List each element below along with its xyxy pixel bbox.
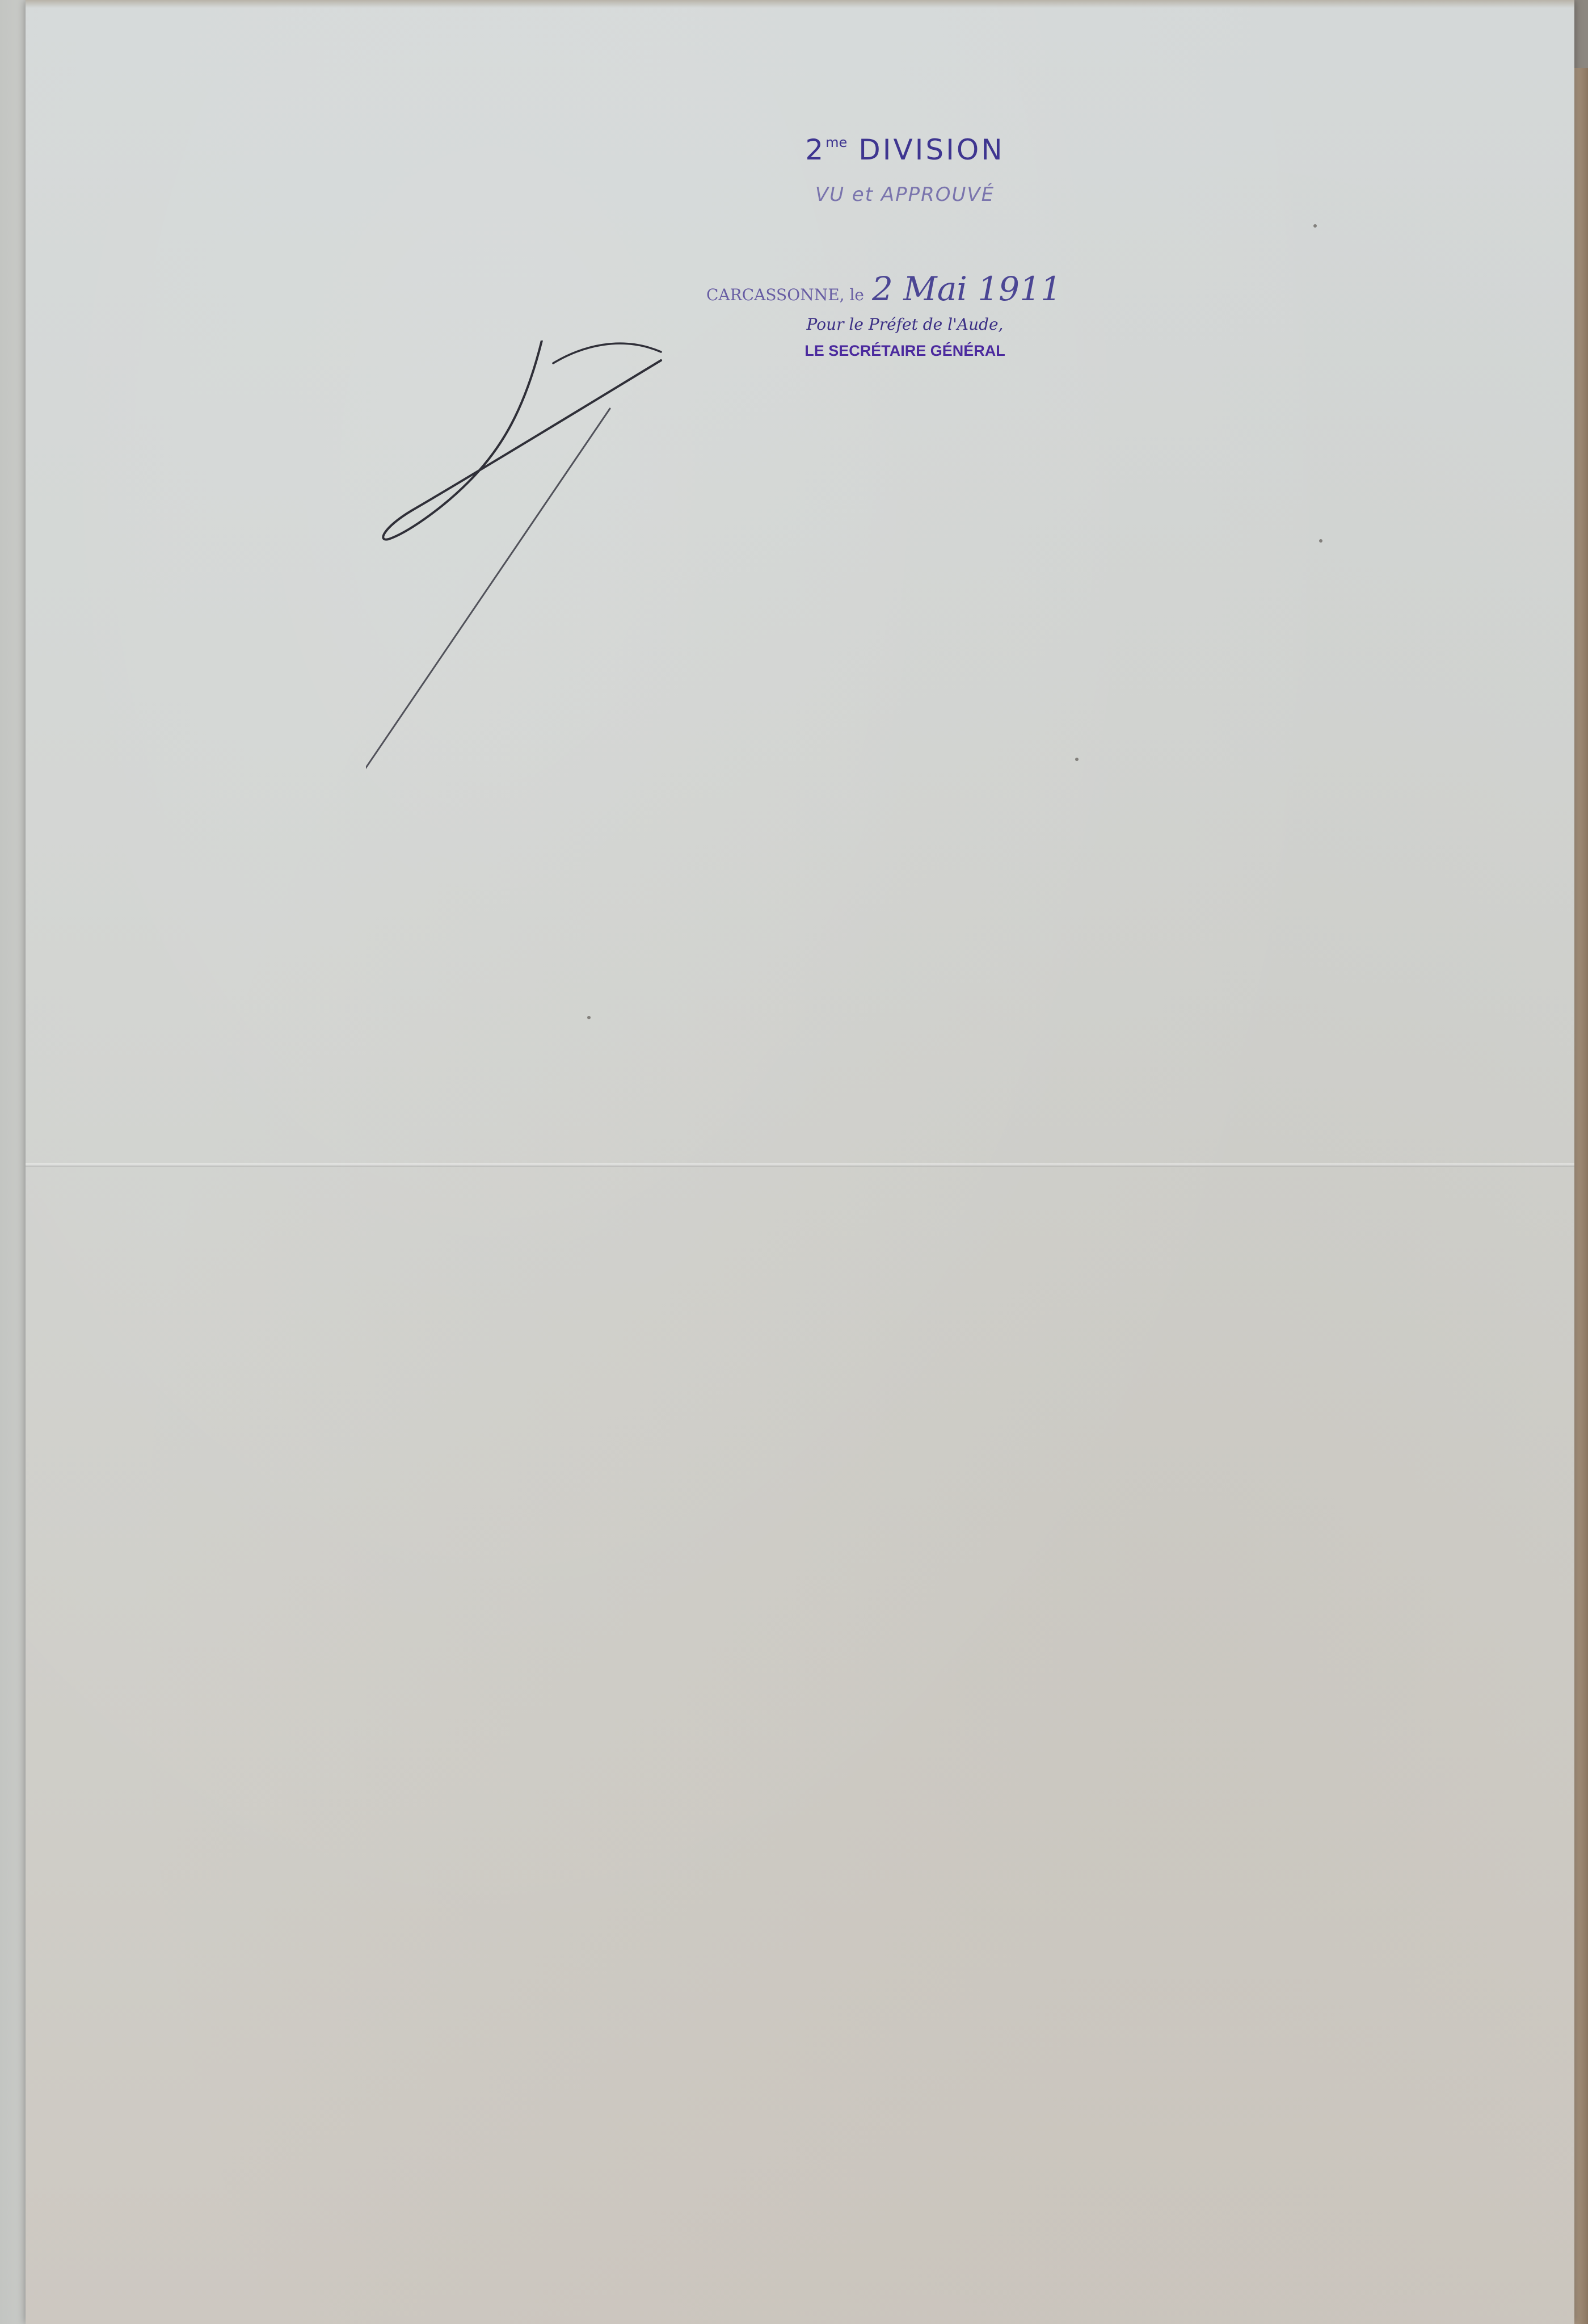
handwritten-date: 2 Mai 1911 <box>871 270 1062 308</box>
signature-stroke-main <box>383 341 661 540</box>
approval-text: VU et APPROUVÉ <box>815 183 995 206</box>
division-heading <box>678 133 1132 166</box>
place-date-line <box>706 270 1138 308</box>
paper-fold-crease <box>26 1163 1574 1167</box>
signature-stroke-loop <box>553 343 661 363</box>
stamp-place: CARCASSONNE, le <box>706 285 864 304</box>
division-suffix: me <box>825 135 848 150</box>
document-page <box>26 0 1574 2324</box>
signature-tail-line <box>366 409 610 772</box>
prefect-line: Pour le Préfet de l'Aude, <box>806 315 1004 334</box>
paper-speck <box>587 1016 591 1019</box>
paper-speck <box>1075 758 1079 761</box>
page-top-edge <box>26 0 1574 8</box>
paper-speck <box>1313 224 1317 228</box>
secretary-line: LE SECRÉTAIRE GÉNÉRAL <box>804 342 1005 359</box>
paper-speck <box>1319 539 1322 543</box>
division-label: DIVISION <box>858 133 1005 166</box>
division-number: 2 <box>805 133 826 166</box>
approval-stamp <box>678 133 1132 372</box>
signature <box>366 341 990 795</box>
